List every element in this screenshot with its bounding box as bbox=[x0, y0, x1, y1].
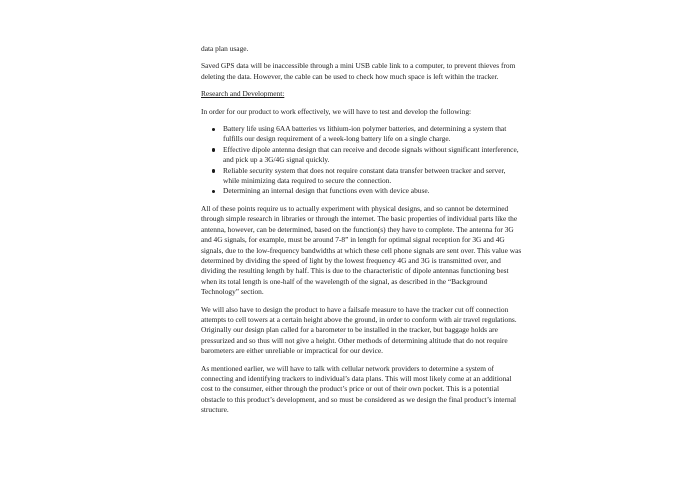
bullet-item-antenna: Effective dipole antenna design that can receive and decode signals without significant interference, and pick up a 3G/4G signal quickly. bbox=[201, 145, 523, 166]
paragraph-network-providers: As mentioned earlier, we will have to talk with cellular network providers to determine a system of connecting and identifying trackers to individual’s data plans. This will most likely come at an additional cost to the consumer, either through the product’s price or out of their own pocket. This is a potential obstacle to this product’s development, and so must be considered as we design the final product’s internal structure. bbox=[201, 363, 517, 415]
bullet-list bbox=[201, 124, 523, 197]
paragraph-gps-data: Saved GPS data will be inaccessible through a mini USB cable link to a computer, to prevent thieves from deleting the data. However, the cable can be used to check how much space is left within the tracker. bbox=[201, 61, 516, 81]
paragraph-experiment: All of these points require us to actually experiment with physical designs, and so cannot be determined through simple research in libraries or through the internet. The basic properties of individual parts like the antenna, however, can be determined, based on the function(s) they have to complete. The antenna for 3G and 4G signals, for example, must be around 7-8” in length for optimal signal reception for 3G and 4G signals, due to the low-frequency bandwidths at which these cell phone signals are sent over. This value was determined by dividing the speed of light by the lowest frequency 4G and 3G is transmitted over, and dividing the resulting length by half. This is due to the characteristic of dipole antennas functioning best when its total length is one-half of the wavelength of the signal, as described in the “Background Technology” section. bbox=[201, 203, 522, 297]
paragraph-failsafe: We will also have to design the product to have a failsafe measure to have the tracker cut off connection attempts to cell towers at a certain height above the ground, in order to conform with air travel regulations. Originally our design plan called for a barometer to be installed in the tracker, but baggage holds are pressurized and so thus will not give a height. Other methods of determining altitude that do not require barometers are either unreliable or impractical for our device. bbox=[201, 304, 517, 356]
paragraph-rd-intro: In order for our product to work effectively, we will have to test and develop the following: bbox=[201, 106, 472, 116]
bullet-item-internal-design: Determining an internal design that functions even with device abuse. bbox=[201, 186, 523, 196]
bullet-item-battery: Battery life using 6AA batteries vs lithium-ion polymer batteries, and determining a system that fulfills our design requirement of a week-long battery life on a single charge. bbox=[201, 124, 523, 145]
bullet-item-security: Reliable security system that does not require constant data transfer between tracker and server, while minimizing data required to secure the connection. bbox=[201, 166, 523, 187]
paragraph-intro-tail: data plan usage. bbox=[201, 44, 249, 53]
document-body bbox=[201, 44, 523, 423]
section-heading-research-development: Research and Development: bbox=[201, 89, 285, 99]
